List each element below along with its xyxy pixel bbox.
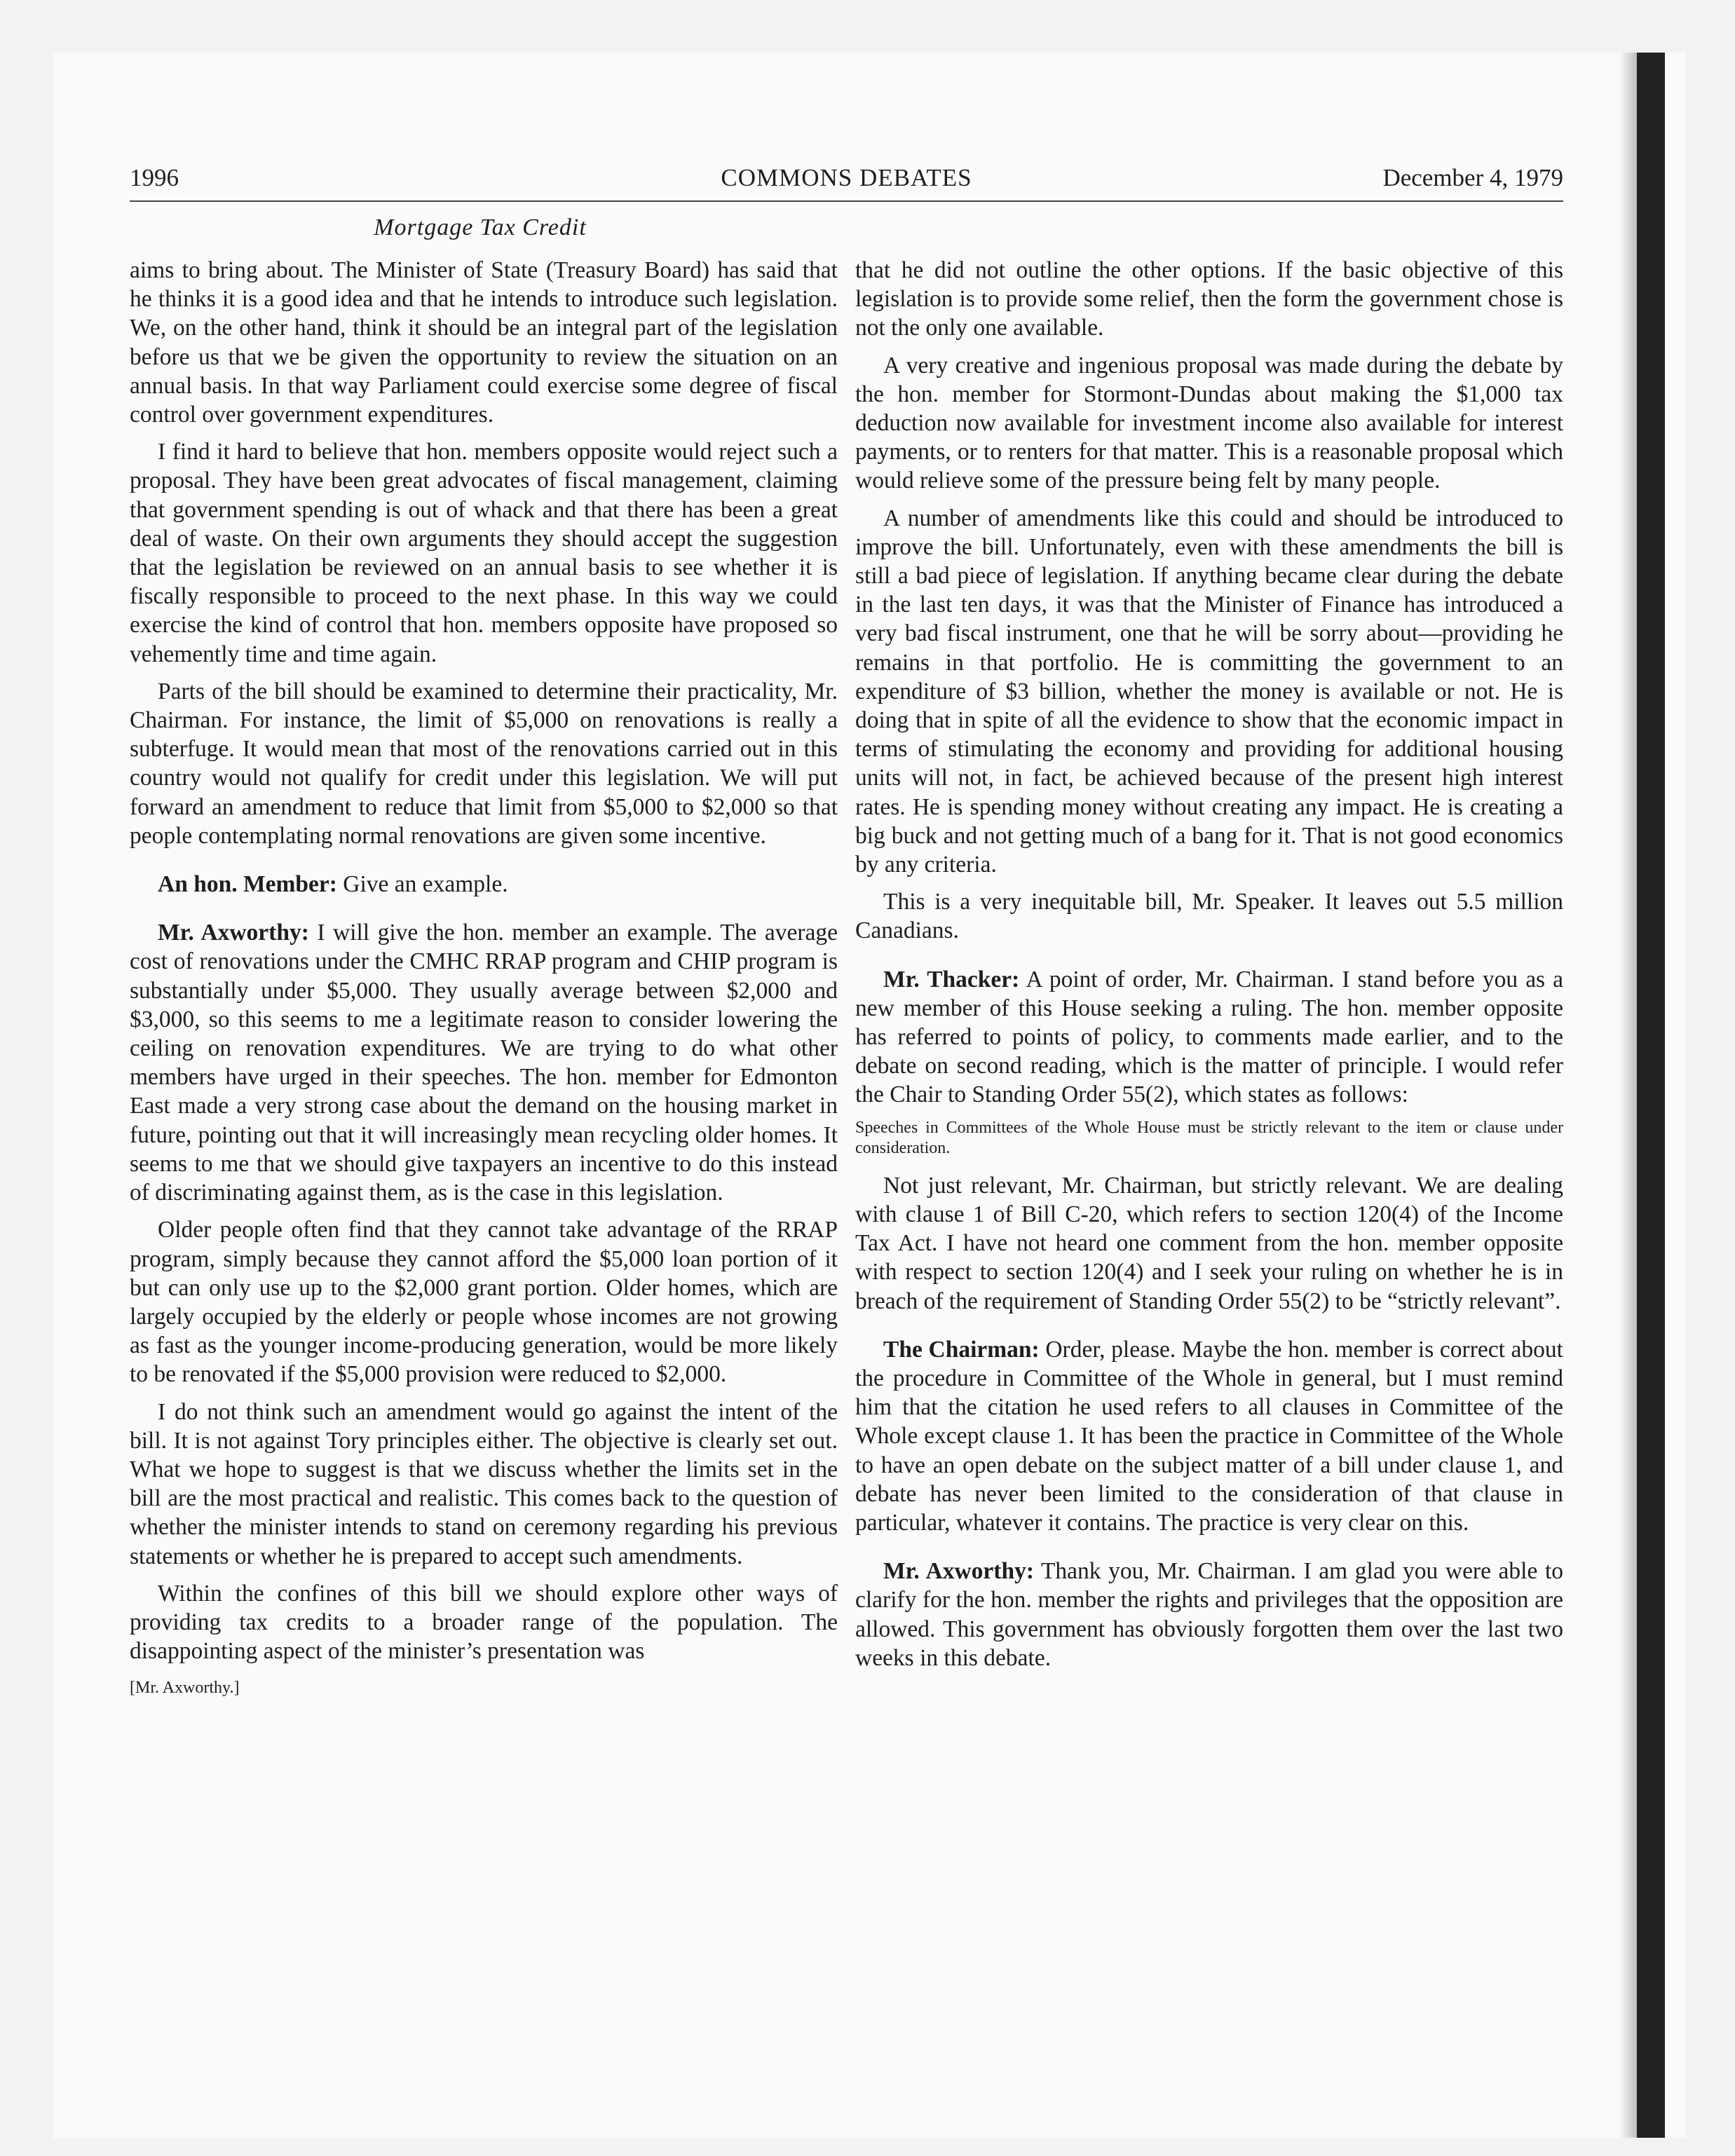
speech-thacker [855, 965, 1563, 1110]
speaker-name: An hon. Member: [158, 871, 337, 898]
speech-text: A point of order, Mr. Chairman. I stand before you as a new member of this House seeking a ruling. The hon. member opposite has referred to points of policy, to comments made earlier, and to the debate on second reading, which is the matter of principle. I would refer the Chair to Standing Order 55(2), which states as follows: [855, 966, 1563, 1108]
speaker-name: Mr. Thacker: [883, 966, 1020, 992]
speech-hon-member [130, 870, 838, 899]
section-title: Mortgage Tax Credit [374, 214, 587, 240]
paragraph: Within the confines of this bill we should explore other ways of providing tax credits to a broader range of the population. The disappointing aspect of the minister’s presentation was [130, 1580, 838, 1665]
left-column [130, 256, 838, 1712]
paragraph: aims to bring about. The Minister of State (Treasury Board) has said that he thinks it is a good idea and that he intends to introduce such legislation. We, on the other hand, think it should be an integral part of the legislation before us that we be given the opportunity to review the situation on an annual basis. In that way Parliament could exercise some degree of fiscal control over government expenditures. [130, 257, 838, 428]
issue-date: December 4, 1979 [1382, 164, 1563, 191]
publication-title: COMMONS DEBATES [721, 164, 972, 191]
speaker-name: Mr. Axworthy: [158, 920, 309, 946]
speaker-name: The Chairman: [883, 1336, 1040, 1363]
speech-axworthy [130, 918, 838, 1207]
binding-shadow [1619, 53, 1637, 2138]
paragraph: This is a very inequitable bill, Mr. Speaker. It leaves out 5.5 million Canadians. [855, 889, 1563, 944]
paragraph: A very creative and ingenious proposal was made during the debate by the hon. member for Stormont-Dundas about making the $1,000 tax deduction now available for investment income also available for interest payments, or to renters for that matter. This is a reasonable proposal which would relieve some of the pressure being felt by many people. [855, 352, 1563, 494]
speech-text: Order, please. Maybe the hon. member is correct about the procedure in Committee of the Whole in general, but I must remind him that the citation he used refers to all clauses in Committee of the Whole except clause 1. It has been the practice in Committee of the Whole to have an open debate on the subject matter of a bill under clause 1, and debate has never been limited to the consideration of that clause in particular, whatever it contains. The practice is very clear on this. [855, 1336, 1563, 1536]
paragraph: Older people often find that they cannot take advantage of the RRAP program, simply because they cannot afford the $5,000 loan portion of it but can only use up to the $2,000 grant portion. Older homes, which are largely occupied by the elderly or people whose incomes are not growing as fast as the younger income-producing generation, would be more likely to be renovated if the $5,000 provision were reduced to $2,000. [130, 1217, 838, 1388]
paragraph: I do not think such an amendment would go against the intent of the bill. It is not against Tory principles either. The objective is clearly set out. What we hope to suggest is that we discuss whether the limits set in the bill are the most practical and realistic. This comes back to the question of whether the minister intends to stand on ceremony regarding his previous statements or whether he is prepared to accept such amendments. [130, 1398, 838, 1569]
speaker-name: Mr. Axworthy: [883, 1558, 1034, 1585]
paragraph: I find it hard to believe that hon. members opposite would reject such a proposal. They have been great advocates of fiscal management, claiming that government spending is out of whack and that there has been a great deal of waste. On their own arguments they should accept the suggestion that the legislation be reviewed on an annual basis to see whether it is fiscally responsible to proceed to the next phase. In this way we could exercise the kind of control that hon. members opposite have proposed so vehemently time and time again. [130, 439, 838, 667]
binding-edge [1637, 53, 1665, 2138]
paragraph: Not just relevant, Mr. Chairman, but strictly relevant. We are dealing with clause 1 of Bill C-20, which refers to section 120(4) of the Income Tax Act. I have not heard one comment from the hon. member opposite with respect to section 120(4) and I seek your ruling on whether he is in breach of the requirement of Standing Order 55(2) to be “strictly relevant”. [855, 1172, 1563, 1314]
speech-text: Give an example. [336, 871, 508, 898]
speech-text: Thank you, Mr. Chairman. I am glad you were able to clarify for the hon. member the rights and privileges that the opposition are allowed. This government has obviously forgotten them over the last two weeks in this debate. [855, 1558, 1563, 1671]
speech-chairman [855, 1335, 1563, 1537]
standing-order-quote: Speeches in Committees of the Whole House must be strictly relevant to the item or clause under consideration. [855, 1118, 1563, 1157]
paragraph: A number of amendments like this could and should be introduced to improve the bill. Unfortunately, even with these amendments the bill is still a bad piece of legislation. If anything became clear during the debate in the last ten days, it was that the Minister of Finance has introduced a very bad fiscal instrument, one that he will be sorry about—providing he remains in that portfolio. He is committing the government to an expenditure of $3 billion, whether the money is available or not. He is doing that in spite of all the evidence to show that the economic impact in terms of stimulating the economy and providing for additional housing units will not, in fact, be achieved because of the present high interest rates. He is spending money without creating any impact. He is creating a big buck and not getting much of a bang for it. That is not good economics by any criteria. [855, 505, 1563, 878]
speech-axworthy [855, 1557, 1563, 1672]
page-number: 1996 [130, 164, 179, 191]
paragraph: that he did not outline the other options. If the basic objective of this legislation is to provide some relief, then the form the government chose is not the only one available. [855, 257, 1563, 341]
speech-text: I will give the hon. member an example. The average cost of renovations under the CMHC RRAP program and CHIP program is substantially under $5,000. They usually average between $2,000 and $3,000, so this seems to me a legitimate reason to consider lowering the ceiling on renovation expenditures. We are trying to do what other members have urged in their speeches. The hon. member for Edmonton East made a very strong case about the demand on the housing market in future, pointing out that it will increasingly mean recycling older homes. It seems to me that we should give taxpayers an incentive to do this instead of discriminating against them, as is the case in this legislation. [130, 920, 838, 1206]
paragraph: Parts of the bill should be examined to determine their practicality, Mr. Chairman. For instance, the limit of $5,000 on renovations is really a subterfuge. It would mean that most of the renovations carried out in this country would not qualify for credit under this legislation. We will put forward an amendment to reduce that limit from $5,000 to $2,000 so that people contemplating normal renovations are given some incentive. [130, 678, 838, 849]
running-header [130, 160, 1563, 202]
right-column [855, 256, 1563, 1681]
speaker-reference: [Mr. Axworthy.] [130, 1679, 240, 1698]
